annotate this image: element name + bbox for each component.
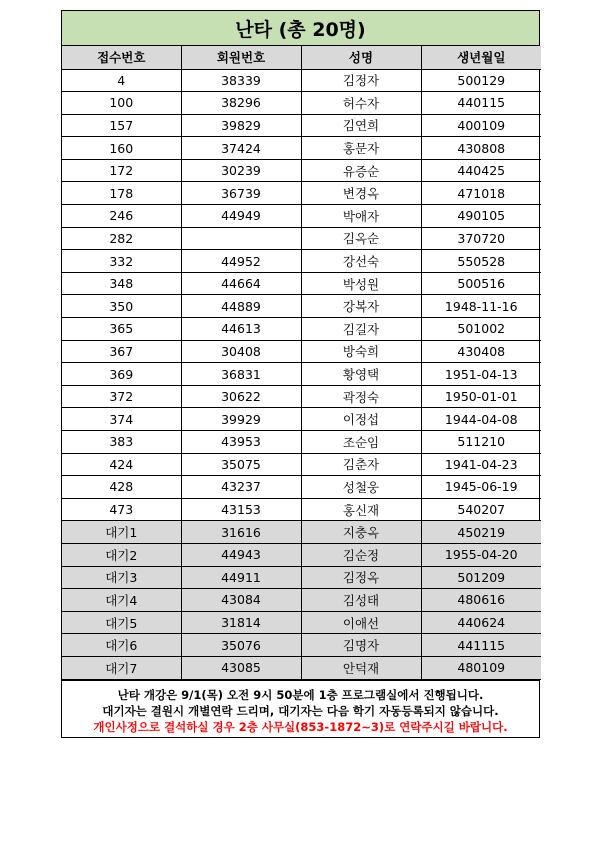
cell-birthdate: 1955-04-20: [421, 543, 541, 566]
cell-member-no: 44943: [181, 543, 301, 566]
cell-birthdate: 430808: [421, 137, 541, 160]
table-row: [62, 431, 541, 454]
table-row: [62, 114, 541, 137]
table-row: [62, 453, 541, 476]
cell-member-no: 44613: [181, 318, 301, 341]
cell-birthdate: 400109: [421, 114, 541, 137]
cell-birthdate: 501002: [421, 318, 541, 341]
cell-name: 김정옥: [301, 566, 421, 589]
cell-birthdate: 440115: [421, 92, 541, 115]
cell-receipt-no: 350: [62, 295, 181, 318]
cell-member-no: 30239: [181, 159, 301, 182]
cell-name: 이정섭: [301, 408, 421, 431]
cell-birthdate: 450219: [421, 521, 541, 544]
cell-name: 김춘자: [301, 453, 421, 476]
cell-name: 박애자: [301, 205, 421, 228]
cell-birthdate: 480109: [421, 656, 541, 679]
table-row: [62, 272, 541, 295]
cell-member-no: 44664: [181, 272, 301, 295]
cell-receipt-no: 100: [62, 92, 181, 115]
cell-name: 허수자: [301, 92, 421, 115]
cell-birthdate: 500129: [421, 69, 541, 92]
cell-member-no: 43085: [181, 656, 301, 679]
cell-birthdate: 1948-11-16: [421, 295, 541, 318]
table-row: [62, 363, 541, 386]
cell-name: 홍신재: [301, 498, 421, 521]
roster-sheet: [61, 10, 540, 738]
cell-birthdate: 550528: [421, 250, 541, 273]
notice-line-3: 개인사정으로 결석하실 경우 2층 사무실(853-1872~3)로 연락주시길 바랍니다.: [93, 719, 508, 734]
cell-receipt-no: 157: [62, 114, 181, 137]
cell-receipt-no: 383: [62, 431, 181, 454]
cell-member-no: 38296: [181, 92, 301, 115]
cell-member-no: 35075: [181, 453, 301, 476]
cell-birthdate: 440425: [421, 159, 541, 182]
table-row: [62, 227, 541, 250]
cell-receipt-no: 대기6: [62, 634, 181, 657]
cell-birthdate: 480616: [421, 589, 541, 612]
roster-body: [62, 69, 541, 679]
cell-name: 홍문자: [301, 137, 421, 160]
cell-receipt-no: 4: [62, 69, 181, 92]
cell-name: 강선숙: [301, 250, 421, 273]
cell-receipt-no: 대기4: [62, 589, 181, 612]
cell-birthdate: 370720: [421, 227, 541, 250]
cell-receipt-no: 대기3: [62, 566, 181, 589]
table-row: [62, 408, 541, 431]
cell-name: 곽정숙: [301, 385, 421, 408]
cell-receipt-no: 178: [62, 182, 181, 205]
cell-receipt-no: 424: [62, 453, 181, 476]
cell-birthdate: 441115: [421, 634, 541, 657]
cell-birthdate: 471018: [421, 182, 541, 205]
cell-name: 안덕재: [301, 656, 421, 679]
col-header-birthdate: 생년월일: [421, 46, 541, 69]
cell-member-no: 39929: [181, 408, 301, 431]
cell-receipt-no: 365: [62, 318, 181, 341]
cell-member-no: 44889: [181, 295, 301, 318]
cell-name: 김순정: [301, 543, 421, 566]
cell-receipt-no: 대기5: [62, 611, 181, 634]
waitlist-row: [62, 543, 541, 566]
cell-receipt-no: 348: [62, 272, 181, 295]
cell-receipt-no: 172: [62, 159, 181, 182]
waitlist-row: [62, 656, 541, 679]
cell-member-no: 39829: [181, 114, 301, 137]
cell-member-no: 37424: [181, 137, 301, 160]
cell-birthdate: 500516: [421, 272, 541, 295]
cell-member-no: 31814: [181, 611, 301, 634]
cell-birthdate: 1941-04-23: [421, 453, 541, 476]
cell-member-no: 43153: [181, 498, 301, 521]
table-row: [62, 295, 541, 318]
cell-receipt-no: 대기1: [62, 521, 181, 544]
cell-member-no: 31616: [181, 521, 301, 544]
waitlist-row: [62, 611, 541, 634]
cell-receipt-no: 대기2: [62, 543, 181, 566]
cell-birthdate: 511210: [421, 431, 541, 454]
cell-birthdate: 490105: [421, 205, 541, 228]
roster-table: [62, 46, 541, 680]
cell-receipt-no: 282: [62, 227, 181, 250]
cell-birthdate: 1950-01-01: [421, 385, 541, 408]
cell-name: 방숙희: [301, 340, 421, 363]
cell-name: 조순임: [301, 431, 421, 454]
table-row: [62, 340, 541, 363]
waitlist-row: [62, 634, 541, 657]
cell-receipt-no: 367: [62, 340, 181, 363]
notice-line-2: 대기자는 결원시 개별연락 드리며, 대기자는 다음 학기 자동등록되지 않습니다.: [102, 703, 499, 718]
table-row: [62, 250, 541, 273]
cell-member-no: 44949: [181, 205, 301, 228]
cell-name: 김옥순: [301, 227, 421, 250]
notice-box: [62, 680, 539, 737]
notice-line-1: 난타 개강은 9/1(목) 오전 9시 50분에 1층 프로그램실에서 진행됩니다.: [117, 687, 484, 702]
cell-name: 김정자: [301, 69, 421, 92]
cell-receipt-no: 428: [62, 476, 181, 499]
header-row: [62, 46, 541, 69]
table-row: [62, 182, 541, 205]
table-row: [62, 159, 541, 182]
cell-member-no: 36831: [181, 363, 301, 386]
cell-receipt-no: 332: [62, 250, 181, 273]
waitlist-row: [62, 521, 541, 544]
cell-name: 변경옥: [301, 182, 421, 205]
cell-member-no: 44911: [181, 566, 301, 589]
table-row: [62, 205, 541, 228]
cell-member-no: [181, 227, 301, 250]
cell-birthdate: 1951-04-13: [421, 363, 541, 386]
cell-member-no: 44952: [181, 250, 301, 273]
cell-birthdate: 501209: [421, 566, 541, 589]
cell-name: 김길자: [301, 318, 421, 341]
page-title: 난타 (총 20명): [62, 11, 539, 46]
cell-member-no: 36739: [181, 182, 301, 205]
col-header-receipt-no: 접수번호: [62, 46, 181, 69]
col-header-name: 성명: [301, 46, 421, 69]
cell-receipt-no: 374: [62, 408, 181, 431]
cell-birthdate: 430408: [421, 340, 541, 363]
cell-member-no: 35076: [181, 634, 301, 657]
cell-name: 성철웅: [301, 476, 421, 499]
cell-member-no: 43953: [181, 431, 301, 454]
cell-name: 김성태: [301, 589, 421, 612]
cell-receipt-no: 369: [62, 363, 181, 386]
cell-birthdate: 1944-04-08: [421, 408, 541, 431]
cell-birthdate: 440624: [421, 611, 541, 634]
table-row: [62, 69, 541, 92]
cell-receipt-no: 대기7: [62, 656, 181, 679]
cell-receipt-no: 246: [62, 205, 181, 228]
cell-receipt-no: 473: [62, 498, 181, 521]
cell-name: 황영택: [301, 363, 421, 386]
cell-receipt-no: 160: [62, 137, 181, 160]
cell-name: 이애선: [301, 611, 421, 634]
cell-birthdate: 540207: [421, 498, 541, 521]
table-row: [62, 476, 541, 499]
waitlist-row: [62, 589, 541, 612]
cell-receipt-no: 372: [62, 385, 181, 408]
cell-name: 지충옥: [301, 521, 421, 544]
waitlist-row: [62, 566, 541, 589]
cell-name: 박성원: [301, 272, 421, 295]
cell-name: 강복자: [301, 295, 421, 318]
cell-name: 김명자: [301, 634, 421, 657]
table-row: [62, 498, 541, 521]
table-row: [62, 137, 541, 160]
cell-birthdate: 1945-06-19: [421, 476, 541, 499]
table-row: [62, 385, 541, 408]
cell-name: 김연희: [301, 114, 421, 137]
cell-member-no: 30622: [181, 385, 301, 408]
cell-member-no: 43237: [181, 476, 301, 499]
cell-member-no: 43084: [181, 589, 301, 612]
col-header-member-no: 회원번호: [181, 46, 301, 69]
table-row: [62, 92, 541, 115]
cell-member-no: 30408: [181, 340, 301, 363]
cell-name: 유증순: [301, 159, 421, 182]
table-row: [62, 318, 541, 341]
cell-member-no: 38339: [181, 69, 301, 92]
